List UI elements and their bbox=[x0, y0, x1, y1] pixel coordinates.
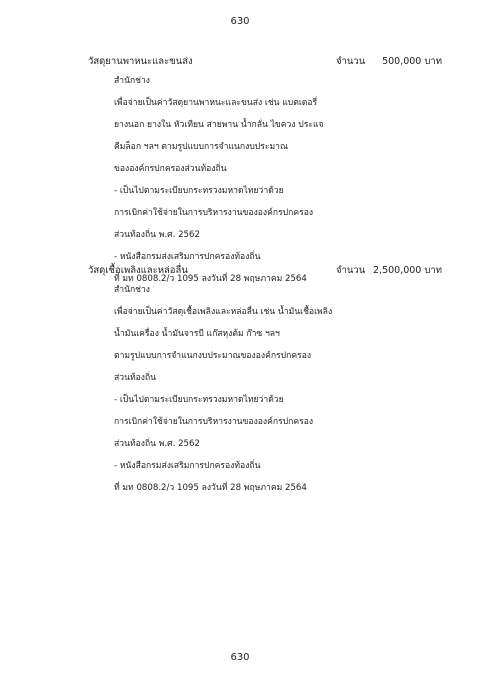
description-line: ที่ มท 0808.2/ว 1095 ลงวันที่ 28 พฤษภาคม 2564 bbox=[114, 274, 307, 284]
description-line: ส่วนท้องถิ่น พ.ศ. 2562 bbox=[114, 230, 200, 240]
item-description bbox=[114, 279, 444, 499]
description-line: คีมล็อก ฯลฯ ตามรูปแบบการจำแนกงบประมาณ bbox=[114, 142, 288, 152]
page-number-top: 630 bbox=[230, 16, 250, 27]
item-title-fuel-lubricants: วัสดุเชื้อเพลิงและหล่อลื่น bbox=[88, 265, 188, 276]
page-number-bottom: 630 bbox=[230, 652, 250, 663]
description-line: - หนังสือกรมส่งเสริมการปกครองท้องถิ่น bbox=[114, 252, 261, 262]
description-line: - หนังสือกรมส่งเสริมการปกครองท้องถิ่น bbox=[114, 461, 261, 471]
description-line: ส่วนท้องถิ่น พ.ศ. 2562 bbox=[114, 439, 200, 449]
item-description bbox=[114, 70, 444, 290]
item-quantity-label: จำนวน bbox=[336, 265, 366, 276]
description-line: ขององค์กรปกครองส่วนท้องถิ่น bbox=[114, 164, 227, 174]
description-line: เพื่อจ่ายเป็นค่าวัสดุเชื้อเพลิงและหล่อลื่น เช่น น้ำมันเชื้อเพลิง bbox=[114, 307, 333, 317]
description-line: - เป็นไปตามระเบียบกระทรวงมหาดไทยว่าด้วย bbox=[114, 186, 284, 196]
description-line: - เป็นไปตามระเบียบกระทรวงมหาดไทยว่าด้วย bbox=[114, 395, 284, 405]
description-line: การเบิกค่าใช้จ่ายในการบริหารงานขององค์กรปกครอง bbox=[114, 208, 314, 218]
description-line: เพื่อจ่ายเป็นค่าวัสดุยานพาหนะและขนส่ง เช่น แบตเตอรี่ bbox=[114, 98, 318, 108]
item-title-vehicle-supplies: วัสดุยานพาหนะและขนส่ง bbox=[88, 56, 193, 67]
description-line: ตามรูปแบบการจำแนกงบประมาณขององค์กรปกครอง bbox=[114, 351, 312, 361]
item-amount: 500,000 บาท bbox=[382, 56, 442, 67]
item-amount: 2,500,000 บาท bbox=[373, 265, 442, 276]
description-line: ที่ มท 0808.2/ว 1095 ลงวันที่ 28 พฤษภาคม 2564 bbox=[114, 483, 307, 493]
description-line: สำนักช่าง bbox=[114, 76, 151, 86]
description-line: การเบิกค่าใช้จ่ายในการบริหารงานขององค์กรปกครอง bbox=[114, 417, 314, 427]
description-line: ส่วนท้องถิ่น bbox=[114, 373, 157, 383]
description-line: สำนักช่าง bbox=[114, 285, 151, 295]
item-quantity-label: จำนวน bbox=[336, 56, 366, 67]
description-line: ยางนอก ยางใน หัวเทียน สายพาน น้ำกลั่น ไขควง ประแจ bbox=[114, 120, 324, 130]
description-line: น้ำมันเครื่อง น้ำมันจารบี แก๊สหุงต้ม ก๊าซ ฯลฯ bbox=[114, 329, 280, 339]
